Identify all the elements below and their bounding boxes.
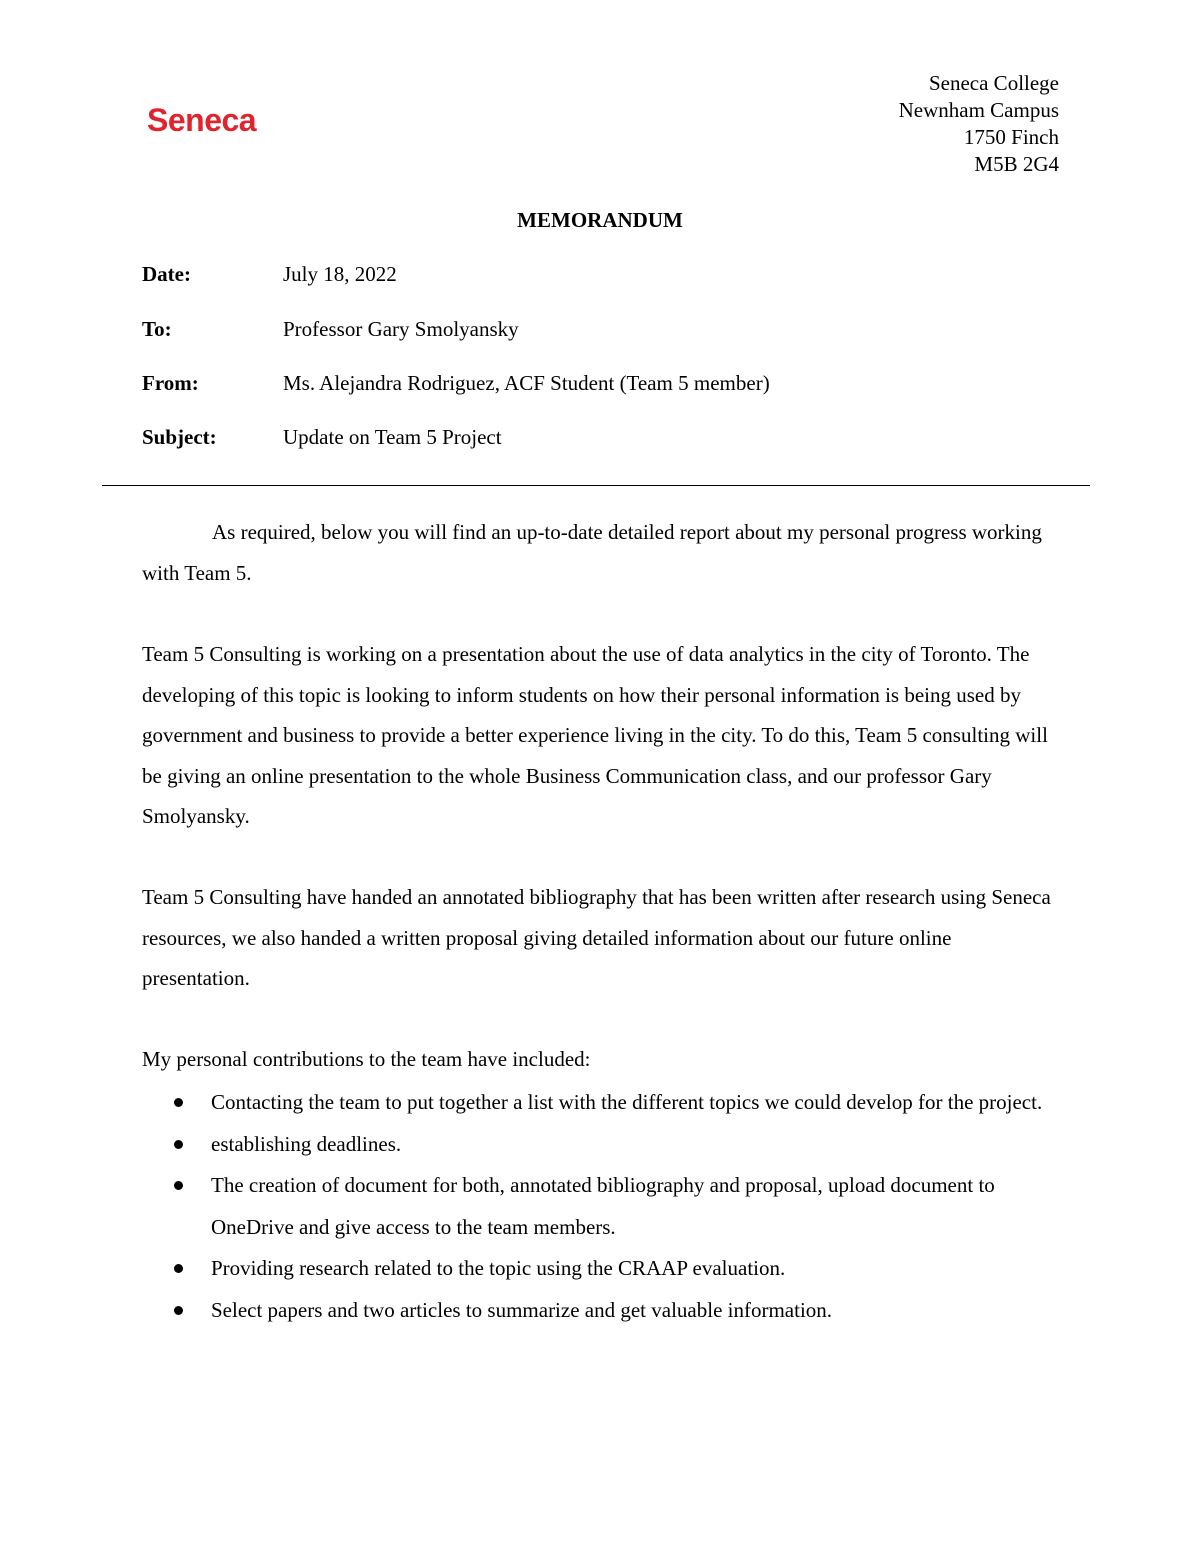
body-paragraph-1: Team 5 Consulting is working on a presentation about the use of data analytics in the city of Toronto. The developing of this topic is looking to inform students on how their personal information is being used by government and business to provide a better experience living in the city. To do this, Team 5 consulting will be giving an online presentation to the whole Business Communication class, and our professor Gary Smolyansky. xyxy=(142,642,1048,829)
bullet-icon xyxy=(174,1181,183,1190)
date-value: July 18, 2022 xyxy=(283,262,397,286)
seneca-logo: Seneca xyxy=(147,102,257,138)
to-label: To: xyxy=(142,317,172,341)
address-line: 1750 Finch xyxy=(963,125,1059,149)
bullet-icon xyxy=(174,1306,183,1315)
list-item-text: The creation of document for both, annotated bibliography and proposal, upload document to OneDrive and give access to the team members. xyxy=(211,1173,995,1239)
contributions-intro: My personal contributions to the team have included: xyxy=(142,1047,591,1071)
list-item-text: Contacting the team to put together a list with the different topics we could develop for the project. xyxy=(211,1090,1043,1114)
body-paragraph-2: Team 5 Consulting have handed an annotated bibliography that has been written after research using Seneca resources, we also handed a written proposal giving detailed information about our future online presentation. xyxy=(142,885,1051,991)
list-item xyxy=(142,1290,1062,1332)
list-item-text: establishing deadlines. xyxy=(211,1131,402,1156)
list-item xyxy=(142,1082,1062,1124)
list-item-text: Select papers and two articles to summarize and get valuable information. xyxy=(211,1297,833,1322)
address-line: Seneca College xyxy=(928,71,1059,95)
bullet-icon xyxy=(174,1264,183,1273)
subject-label: Subject: xyxy=(142,425,217,449)
bullet-icon xyxy=(174,1140,183,1149)
header-divider xyxy=(102,485,1090,486)
subject-value: Update on Team 5 Project xyxy=(283,425,502,449)
list-item xyxy=(142,1165,1062,1248)
contributions-list xyxy=(142,1082,1062,1331)
from-label: From: xyxy=(142,371,199,395)
list-item xyxy=(142,1248,1062,1290)
list-item-text: Providing research related to the topic using the CRAAP evaluation. xyxy=(211,1256,786,1280)
intro-paragraph: As required, below you will find an up-to-date detailed report about my personal progress working with Team 5. xyxy=(142,520,1042,585)
to-value: Professor Gary Smolyansky xyxy=(283,317,519,341)
date-label: Date: xyxy=(142,262,191,286)
address-line: Newnham Campus xyxy=(898,98,1059,122)
bullet-icon xyxy=(174,1098,183,1107)
address-line: M5B 2G4 xyxy=(974,152,1059,176)
list-item xyxy=(142,1124,1062,1166)
sender-address xyxy=(899,70,1059,178)
from-value: Ms. Alejandra Rodriguez, ACF Student (Team 5 member) xyxy=(283,371,770,395)
memo-title: MEMORANDUM xyxy=(517,208,683,232)
